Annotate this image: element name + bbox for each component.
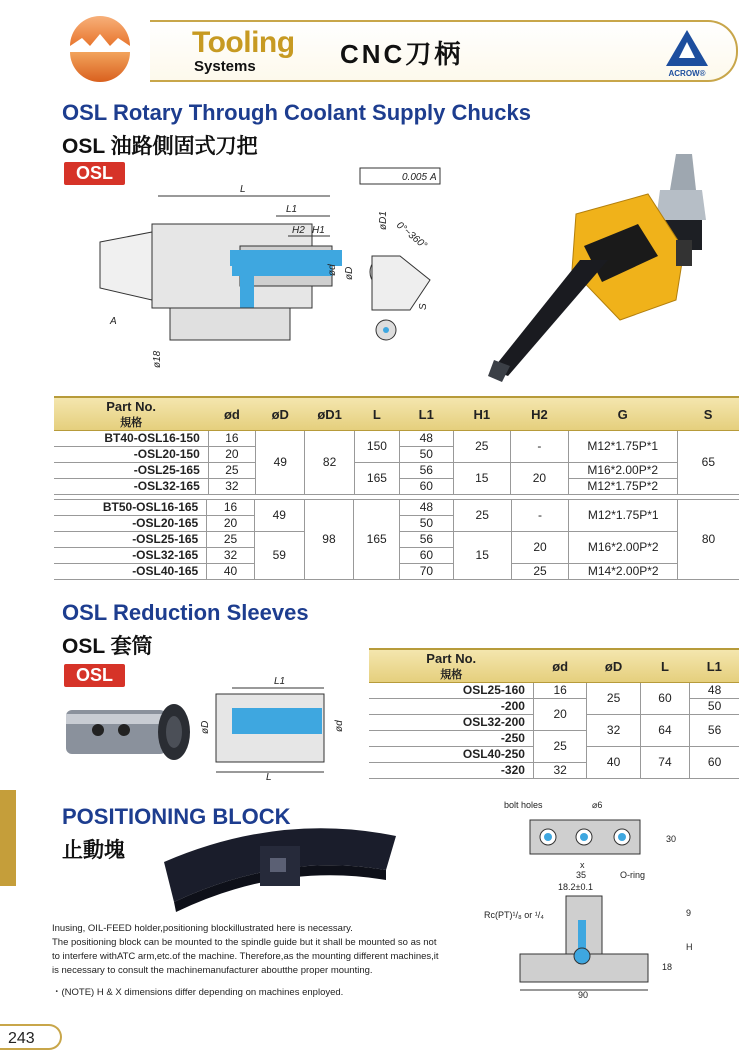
- table-row: -250 25: [369, 731, 739, 747]
- sleeves-title-zh: OSL 套筒: [62, 635, 153, 658]
- dim-tol: 0.005: [402, 172, 428, 183]
- header-cnc-title: CNC刀柄: [340, 39, 464, 69]
- osl-chucks-title-en: OSL Rotary Through Coolant Supply Chucks: [62, 100, 531, 125]
- table-row: -200 20 50: [369, 699, 739, 715]
- positioning-footnote: ・(NOTE) H & X dimensions differ depending on machines enployed.: [52, 987, 344, 998]
- table-row: -OSL20-165 20 50: [54, 516, 739, 532]
- table-row: OSL40-250 40 74 60: [369, 747, 739, 763]
- sleeve-col-partno: Part No. 規格: [369, 649, 533, 683]
- positioning-block-photo: [160, 818, 400, 918]
- table-row: BT50-OSL16-165 16 49 98 165 48 25 - M12*1.75P*1 80: [54, 500, 739, 516]
- positioning-notes: [52, 922, 472, 978]
- sleeve-col-D: øD: [587, 649, 640, 683]
- dim-90: 90: [578, 990, 589, 1000]
- dim-H1: H1: [312, 225, 325, 236]
- sleeve-dim-L1: L1: [274, 676, 286, 687]
- sleeve-table: [369, 648, 739, 779]
- table-row: -OSL25-165 25 165 56 15 20 M16*2.00P*2: [54, 463, 739, 479]
- dim-18-2: 18.2±0.1: [558, 882, 593, 892]
- col-d: ød: [208, 397, 255, 431]
- sleeves-badge: OSL: [64, 664, 125, 687]
- side-strip: [0, 790, 16, 886]
- table-row: -OSL40-165 40 70 25 M14*2.00P*2: [54, 564, 739, 580]
- note-line: is necessary to consult the machinemanufacturer aboutthe proper mounting.: [52, 965, 373, 976]
- acrow-logo: [662, 26, 712, 78]
- dim-H2: H2: [292, 225, 305, 236]
- logo-mountain: [66, 16, 134, 84]
- table-row: -320 32: [369, 763, 739, 779]
- col-H1: H1: [453, 397, 511, 431]
- label-bolt-holes: bolt holes: [504, 800, 543, 810]
- sleeve-col-d: ød: [533, 649, 586, 683]
- dim-35: 35: [576, 870, 587, 880]
- dim-D: øD: [344, 266, 355, 280]
- note-line: The positioning block can be mounted to the spindle guide but it shall be mounted so as not: [52, 937, 437, 948]
- col-G: G: [568, 397, 677, 431]
- sleeves-title-en: OSL Reduction Sleeves: [62, 600, 309, 625]
- dim-9: 9: [686, 908, 692, 918]
- osl-chucks-title-zh: OSL 油路側固式刀把: [62, 135, 258, 158]
- positioning-title-en: POSITIONING BLOCK: [62, 804, 291, 829]
- table-row: -OSL32-165 32 60: [54, 548, 739, 564]
- col-S: S: [677, 397, 739, 431]
- dim-L1: L1: [286, 204, 298, 215]
- note-line: Inusing, OIL-FEED holder,positioning blockillustrated here is necessary.: [52, 923, 353, 934]
- col-L: L: [354, 397, 399, 431]
- chuck-table-2: [54, 499, 739, 580]
- positioning-front-drawing: [480, 860, 700, 1000]
- dim-18: 18: [662, 962, 673, 972]
- sleeve-dim-L: L: [266, 772, 272, 782]
- col-D1: øD1: [305, 397, 354, 431]
- col-H2: H2: [511, 397, 569, 431]
- dim-S: S: [418, 303, 429, 310]
- note-line: to interfere withATC arm,etc.of the machine. Therefore,as the mounting different machines,it: [52, 951, 439, 962]
- dim-phi18: ø18: [152, 350, 163, 368]
- label-rc: Rc(PT)¹/₈ or ¹/₄: [484, 910, 544, 920]
- osl-badge: OSL: [64, 162, 125, 185]
- dim-tol-A: A: [430, 172, 437, 183]
- dim-d: ød: [327, 264, 338, 276]
- table-row: -OSL20-150 20 50: [54, 447, 739, 463]
- col-partno: Part No. 規格: [54, 397, 208, 431]
- dim-x: x: [580, 860, 585, 870]
- sleeve-col-L1: L1: [690, 649, 739, 683]
- table-row: OSL25-160 16 25 60 48: [369, 683, 739, 699]
- label-phi6: ⌀6: [592, 800, 603, 810]
- positioning-top-drawing: [500, 798, 690, 860]
- dim-H: H: [686, 942, 693, 952]
- dim-angle: 0°~360°: [394, 219, 429, 252]
- table-row: BT40-OSL16-150 16 49 82 150 48 25 - M12*1.75P*1 65: [54, 431, 739, 447]
- chuck-photo: [480, 150, 710, 390]
- col-L1: L1: [400, 397, 453, 431]
- dim-L: L: [240, 184, 246, 195]
- table-row: OSL32-200 32 64 56: [369, 715, 739, 731]
- chuck-table-1: [54, 396, 739, 495]
- sleeve-photo: [64, 700, 194, 764]
- datum-A: A: [110, 316, 117, 327]
- header-systems: Systems: [194, 58, 256, 75]
- sleeve-col-L: L: [640, 649, 689, 683]
- sleeve-dim-d: ød: [334, 720, 345, 732]
- table-row: -OSL32-165 32 60 M12*1.75P*2: [54, 479, 739, 495]
- sleeve-drawing: [196, 672, 366, 782]
- sleeve-dim-D: øD: [200, 720, 211, 734]
- col-D: øD: [256, 397, 305, 431]
- header-tooling: Tooling: [192, 26, 295, 59]
- table-row: -OSL25-165 25 59 56 15 20 M16*2.00P*2: [54, 532, 739, 548]
- brand-text: ACROW®: [668, 69, 706, 78]
- dim-D1: øD1: [378, 211, 389, 230]
- positioning-title-zh: 止動塊: [62, 839, 125, 862]
- dim-30: 30: [666, 834, 677, 844]
- chuck-drawing: [90, 160, 450, 380]
- label-oring: O-ring: [620, 870, 646, 880]
- page-number: 243: [0, 1024, 62, 1050]
